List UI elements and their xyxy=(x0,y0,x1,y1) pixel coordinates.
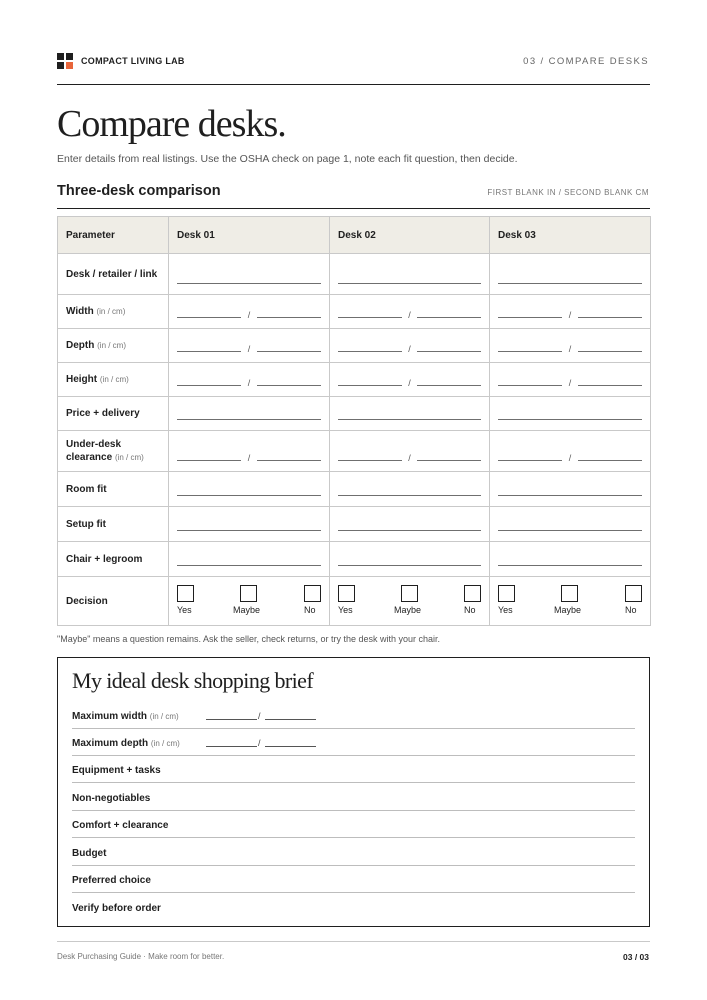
max-depth-blanks[interactable]: / xyxy=(206,735,316,747)
row-label: Width (in / cm) xyxy=(58,295,169,329)
desk-01-width-field[interactable]: / xyxy=(169,295,330,329)
footer-text: Desk Purchasing Guide · Make room for better. xyxy=(57,952,225,961)
comparison-table xyxy=(57,216,650,625)
table-row xyxy=(58,472,651,507)
intro-text: Enter details from real listings. Use the OSHA check on page 1, note each fit question, then decide. xyxy=(57,153,518,165)
desk-02-height-field[interactable]: / xyxy=(330,363,490,397)
desk-01-maybe-checkbox[interactable]: Maybe xyxy=(233,585,273,615)
header-desk-03: Desk 03 xyxy=(490,217,651,254)
logo-square-dark xyxy=(57,62,64,69)
page-number: 03 / 03 xyxy=(623,952,649,962)
row-label: Depth (in / cm) xyxy=(58,329,169,363)
section-title: Three-desk comparison xyxy=(57,183,221,199)
brief-row-verify[interactable]: Verify before order xyxy=(72,903,161,914)
desk-03-depth-field[interactable]: / xyxy=(490,329,651,363)
table-row xyxy=(58,295,651,329)
table-row xyxy=(58,507,651,542)
table-header-row xyxy=(58,217,651,254)
desk-02-decision xyxy=(330,577,490,626)
brand-name: COMPACT LIVING LAB xyxy=(81,56,185,66)
desk-03-height-field[interactable]: / xyxy=(490,363,651,397)
desk-01-retailer-field[interactable] xyxy=(169,254,330,295)
brief-row-max-depth[interactable]: Maximum depth (in / cm) / xyxy=(72,729,635,756)
header-parameter: Parameter xyxy=(58,217,169,254)
table-row xyxy=(58,577,651,626)
table-row xyxy=(58,431,651,472)
desk-02-yes-checkbox[interactable]: Yes xyxy=(338,585,378,615)
footnote: "Maybe" means a question remains. Ask the seller, check returns, or try the desk with your chair. xyxy=(57,634,441,644)
row-label: Height (in / cm) xyxy=(58,363,169,397)
header-divider xyxy=(57,84,650,85)
section-note: FIRST BLANK IN / SECOND BLANK CM xyxy=(487,188,649,197)
header-desk-02: Desk 02 xyxy=(330,217,490,254)
desk-01-price-field[interactable] xyxy=(169,397,330,431)
table-row xyxy=(58,254,651,295)
desk-03-room-fit-field[interactable] xyxy=(490,472,651,507)
desk-02-setup-fit-field[interactable] xyxy=(330,507,490,542)
desk-01-no-checkbox[interactable]: No xyxy=(304,585,321,615)
desk-03-yes-checkbox[interactable]: Yes xyxy=(498,585,538,615)
row-label: Decision xyxy=(58,577,169,626)
desk-01-yes-checkbox[interactable]: Yes xyxy=(177,585,217,615)
desk-01-chair-field[interactable] xyxy=(169,542,330,577)
desk-03-chair-field[interactable] xyxy=(490,542,651,577)
row-label: Room fit xyxy=(58,472,169,507)
desk-02-room-fit-field[interactable] xyxy=(330,472,490,507)
brief-title: My ideal desk shopping brief xyxy=(72,668,314,693)
row-label: Chair + legroom xyxy=(58,542,169,577)
footer-divider xyxy=(57,941,650,942)
desk-02-depth-field[interactable]: / xyxy=(330,329,490,363)
desk-02-maybe-checkbox[interactable]: Maybe xyxy=(394,585,434,615)
brand-logo xyxy=(57,53,73,69)
desk-03-setup-fit-field[interactable] xyxy=(490,507,651,542)
desk-02-no-checkbox[interactable]: No xyxy=(464,585,481,615)
page-label: 03 / COMPARE DESKS xyxy=(523,56,649,67)
logo-square-dark xyxy=(66,53,73,60)
desk-01-depth-field[interactable]: / xyxy=(169,329,330,363)
logo-square-dark xyxy=(57,53,64,60)
brief-row-equipment[interactable]: Equipment + tasks xyxy=(72,756,635,783)
desk-02-chair-field[interactable] xyxy=(330,542,490,577)
desk-01-room-fit-field[interactable] xyxy=(169,472,330,507)
desk-03-no-checkbox[interactable]: No xyxy=(625,585,642,615)
header-desk-01: Desk 01 xyxy=(169,217,330,254)
brief-row-budget[interactable]: Budget xyxy=(72,839,635,866)
table-row xyxy=(58,397,651,431)
desk-03-maybe-checkbox[interactable]: Maybe xyxy=(554,585,594,615)
desk-01-decision xyxy=(169,577,330,626)
desk-01-height-field[interactable]: / xyxy=(169,363,330,397)
row-label: Price + delivery xyxy=(58,397,169,431)
brief-row-preferred-choice[interactable]: Preferred choice xyxy=(72,866,635,893)
table-row xyxy=(58,542,651,577)
row-label: Under-desk clearance (in / cm) xyxy=(58,431,169,472)
desk-03-retailer-field[interactable] xyxy=(490,254,651,295)
desk-02-width-field[interactable]: / xyxy=(330,295,490,329)
table-row xyxy=(58,363,651,397)
brief-row-non-negotiables[interactable]: Non-negotiables xyxy=(72,784,635,811)
row-label: Desk / retailer / link xyxy=(58,254,169,295)
shopping-brief-box xyxy=(57,657,650,927)
section-divider xyxy=(57,208,650,209)
desk-02-clearance-field[interactable]: / xyxy=(330,431,490,472)
logo-square-accent xyxy=(66,62,73,69)
desk-02-retailer-field[interactable] xyxy=(330,254,490,295)
desk-03-clearance-field[interactable]: / xyxy=(490,431,651,472)
table-row xyxy=(58,329,651,363)
desk-03-width-field[interactable]: / xyxy=(490,295,651,329)
desk-02-price-field[interactable] xyxy=(330,397,490,431)
page-title: Compare desks. xyxy=(57,103,286,145)
desk-03-decision xyxy=(490,577,651,626)
desk-03-price-field[interactable] xyxy=(490,397,651,431)
brief-row-max-width[interactable]: Maximum width (in / cm) / xyxy=(72,702,635,729)
desk-01-setup-fit-field[interactable] xyxy=(169,507,330,542)
brief-row-comfort[interactable]: Comfort + clearance xyxy=(72,811,635,838)
row-label: Setup fit xyxy=(58,507,169,542)
desk-01-clearance-field[interactable]: / xyxy=(169,431,330,472)
max-width-blanks[interactable]: / xyxy=(206,708,316,720)
